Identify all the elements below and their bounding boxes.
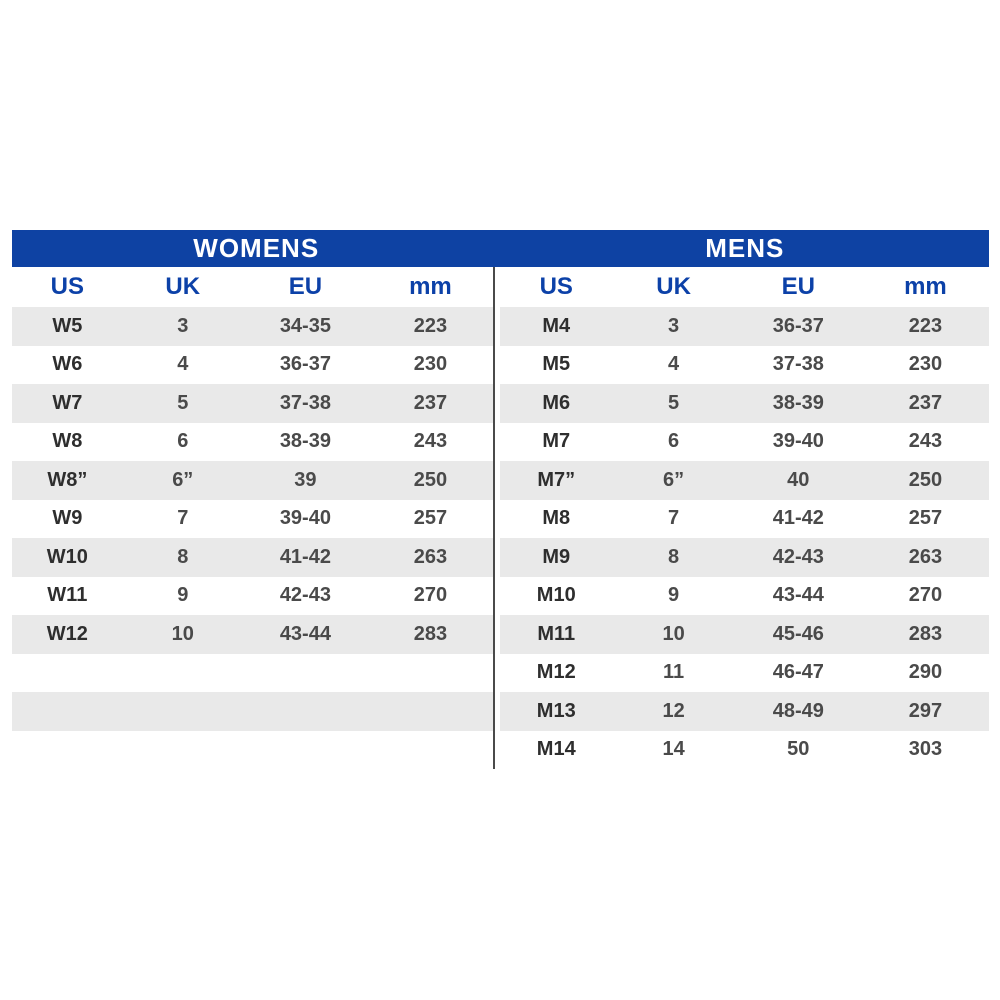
size-cell: M9 bbox=[542, 545, 571, 568]
value-cell: 42-43 bbox=[772, 545, 824, 568]
table-row bbox=[500, 577, 989, 616]
size-cell: W12 bbox=[46, 622, 88, 645]
value-cell: 8 bbox=[668, 545, 680, 568]
size-cell: M6 bbox=[542, 391, 571, 414]
value-cell: 39-40 bbox=[279, 507, 331, 530]
value-cell: 39 bbox=[294, 468, 317, 491]
value-cell: 43-44 bbox=[279, 622, 331, 645]
table-row bbox=[500, 615, 989, 654]
value-cell: 250 bbox=[413, 468, 448, 491]
value-cell: 41-42 bbox=[772, 507, 824, 530]
value-cell: 8 bbox=[177, 545, 189, 568]
size-cell: W8” bbox=[47, 468, 88, 491]
size-cell: M11 bbox=[537, 622, 576, 645]
table-row bbox=[500, 384, 989, 423]
column-header-us: US bbox=[539, 273, 573, 300]
value-cell: 6 bbox=[177, 430, 189, 453]
value-cell: 43-44 bbox=[772, 584, 824, 607]
size-cell: M8 bbox=[542, 507, 571, 530]
table-row bbox=[500, 461, 989, 500]
table-row bbox=[12, 577, 493, 616]
size-cell: W5 bbox=[52, 314, 83, 337]
size-cell bbox=[12, 692, 123, 731]
size-cell: W11 bbox=[47, 584, 88, 607]
column-header-uk: UK bbox=[656, 273, 691, 300]
value-cell: 5 bbox=[177, 391, 189, 414]
table-row bbox=[500, 346, 989, 385]
table-divider bbox=[493, 267, 495, 769]
column-header-eu: EU bbox=[781, 273, 815, 300]
value-cell bbox=[368, 692, 493, 731]
table-row bbox=[12, 654, 493, 693]
value-cell: 303 bbox=[908, 738, 943, 761]
value-cell bbox=[368, 654, 493, 693]
value-cell: 6” bbox=[172, 468, 194, 491]
value-cell: 46-47 bbox=[772, 661, 824, 684]
value-cell: 270 bbox=[908, 584, 943, 607]
value-cell bbox=[243, 692, 368, 731]
value-cell: 5 bbox=[668, 391, 680, 414]
value-cell: 14 bbox=[662, 738, 685, 761]
size-chart bbox=[12, 230, 989, 769]
value-cell: 9 bbox=[177, 584, 189, 607]
column-header-row bbox=[12, 267, 493, 307]
value-cell: 36-37 bbox=[772, 314, 824, 337]
table-row bbox=[500, 692, 989, 731]
value-cell: 250 bbox=[908, 468, 943, 491]
size-cell: M5 bbox=[542, 353, 571, 376]
value-cell: 237 bbox=[413, 391, 448, 414]
value-cell: 263 bbox=[413, 545, 448, 568]
value-cell: 10 bbox=[171, 622, 194, 645]
value-cell: 40 bbox=[787, 468, 810, 491]
value-cell: 6” bbox=[663, 468, 685, 491]
size-cell: W8 bbox=[52, 430, 83, 453]
value-cell: 12 bbox=[662, 699, 685, 722]
table-row bbox=[500, 423, 989, 462]
column-header-mm: mm bbox=[409, 273, 452, 300]
header-bar bbox=[12, 230, 989, 267]
size-cell: M7” bbox=[537, 468, 576, 491]
size-cell: W7 bbox=[52, 391, 83, 414]
column-header-us: US bbox=[50, 273, 84, 300]
value-cell: 45-46 bbox=[772, 622, 824, 645]
size-cell: W6 bbox=[52, 353, 83, 376]
table-row bbox=[12, 307, 493, 346]
womens-header-title: WOMENS bbox=[193, 233, 320, 263]
value-cell: 257 bbox=[413, 507, 448, 530]
table-row bbox=[12, 346, 493, 385]
size-cell: W9 bbox=[52, 507, 83, 530]
value-cell: 4 bbox=[177, 353, 189, 376]
value-cell bbox=[243, 654, 368, 693]
value-cell: 270 bbox=[413, 584, 448, 607]
table-row bbox=[12, 423, 493, 462]
value-cell: 42-43 bbox=[279, 584, 331, 607]
value-cell: 38-39 bbox=[772, 391, 824, 414]
column-header-eu: EU bbox=[288, 273, 323, 300]
table-row bbox=[500, 538, 989, 577]
value-cell: 11 bbox=[663, 661, 685, 684]
value-cell: 3 bbox=[177, 314, 189, 337]
value-cell bbox=[123, 692, 243, 731]
value-cell: 7 bbox=[177, 507, 189, 530]
value-cell bbox=[123, 654, 243, 693]
table-row bbox=[500, 307, 989, 346]
value-cell: 237 bbox=[908, 391, 943, 414]
size-cell: M4 bbox=[542, 314, 571, 337]
value-cell: 4 bbox=[668, 353, 680, 376]
value-cell: 7 bbox=[668, 507, 680, 530]
table-row bbox=[12, 692, 493, 731]
mens-table bbox=[500, 267, 989, 769]
value-cell: 38-39 bbox=[279, 430, 331, 453]
size-cell: M13 bbox=[536, 699, 576, 722]
womens-table bbox=[12, 267, 493, 731]
value-cell: 263 bbox=[908, 545, 943, 568]
value-cell: 39-40 bbox=[772, 430, 824, 453]
value-cell: 223 bbox=[908, 314, 943, 337]
size-cell: M14 bbox=[536, 738, 576, 761]
table-row bbox=[12, 384, 493, 423]
mens-header-title: MENS bbox=[705, 233, 785, 263]
value-cell: 297 bbox=[908, 699, 943, 722]
size-cell: W10 bbox=[46, 545, 88, 568]
value-cell: 230 bbox=[908, 353, 943, 376]
value-cell: 290 bbox=[908, 661, 943, 684]
table-row bbox=[500, 500, 989, 539]
value-cell: 48-49 bbox=[772, 699, 824, 722]
value-cell: 50 bbox=[787, 738, 810, 761]
value-cell: 36-37 bbox=[279, 353, 331, 376]
table-row bbox=[500, 731, 989, 770]
value-cell: 283 bbox=[413, 622, 448, 645]
value-cell: 41-42 bbox=[279, 545, 331, 568]
column-header-row bbox=[500, 267, 989, 307]
table-row bbox=[500, 654, 989, 693]
value-cell: 243 bbox=[413, 430, 448, 453]
value-cell: 257 bbox=[908, 507, 943, 530]
size-cell: M12 bbox=[536, 661, 576, 684]
value-cell: 10 bbox=[662, 622, 685, 645]
size-cell: M10 bbox=[536, 584, 576, 607]
value-cell: 243 bbox=[908, 430, 943, 453]
column-header-uk: UK bbox=[165, 273, 201, 300]
column-header-mm: mm bbox=[904, 273, 947, 300]
value-cell: 37-38 bbox=[772, 353, 824, 376]
table-row bbox=[12, 500, 493, 539]
table-row bbox=[12, 615, 493, 654]
value-cell: 3 bbox=[668, 314, 680, 337]
size-cell: M7 bbox=[542, 430, 571, 453]
value-cell: 9 bbox=[668, 584, 680, 607]
value-cell: 283 bbox=[908, 622, 943, 645]
value-cell: 230 bbox=[413, 353, 448, 376]
value-cell: 34-35 bbox=[279, 314, 331, 337]
value-cell: 223 bbox=[413, 314, 448, 337]
value-cell: 37-38 bbox=[279, 391, 331, 414]
table-row bbox=[12, 461, 493, 500]
size-cell bbox=[12, 654, 123, 693]
value-cell: 6 bbox=[668, 430, 680, 453]
table-row bbox=[12, 538, 493, 577]
tables-container bbox=[12, 267, 989, 769]
